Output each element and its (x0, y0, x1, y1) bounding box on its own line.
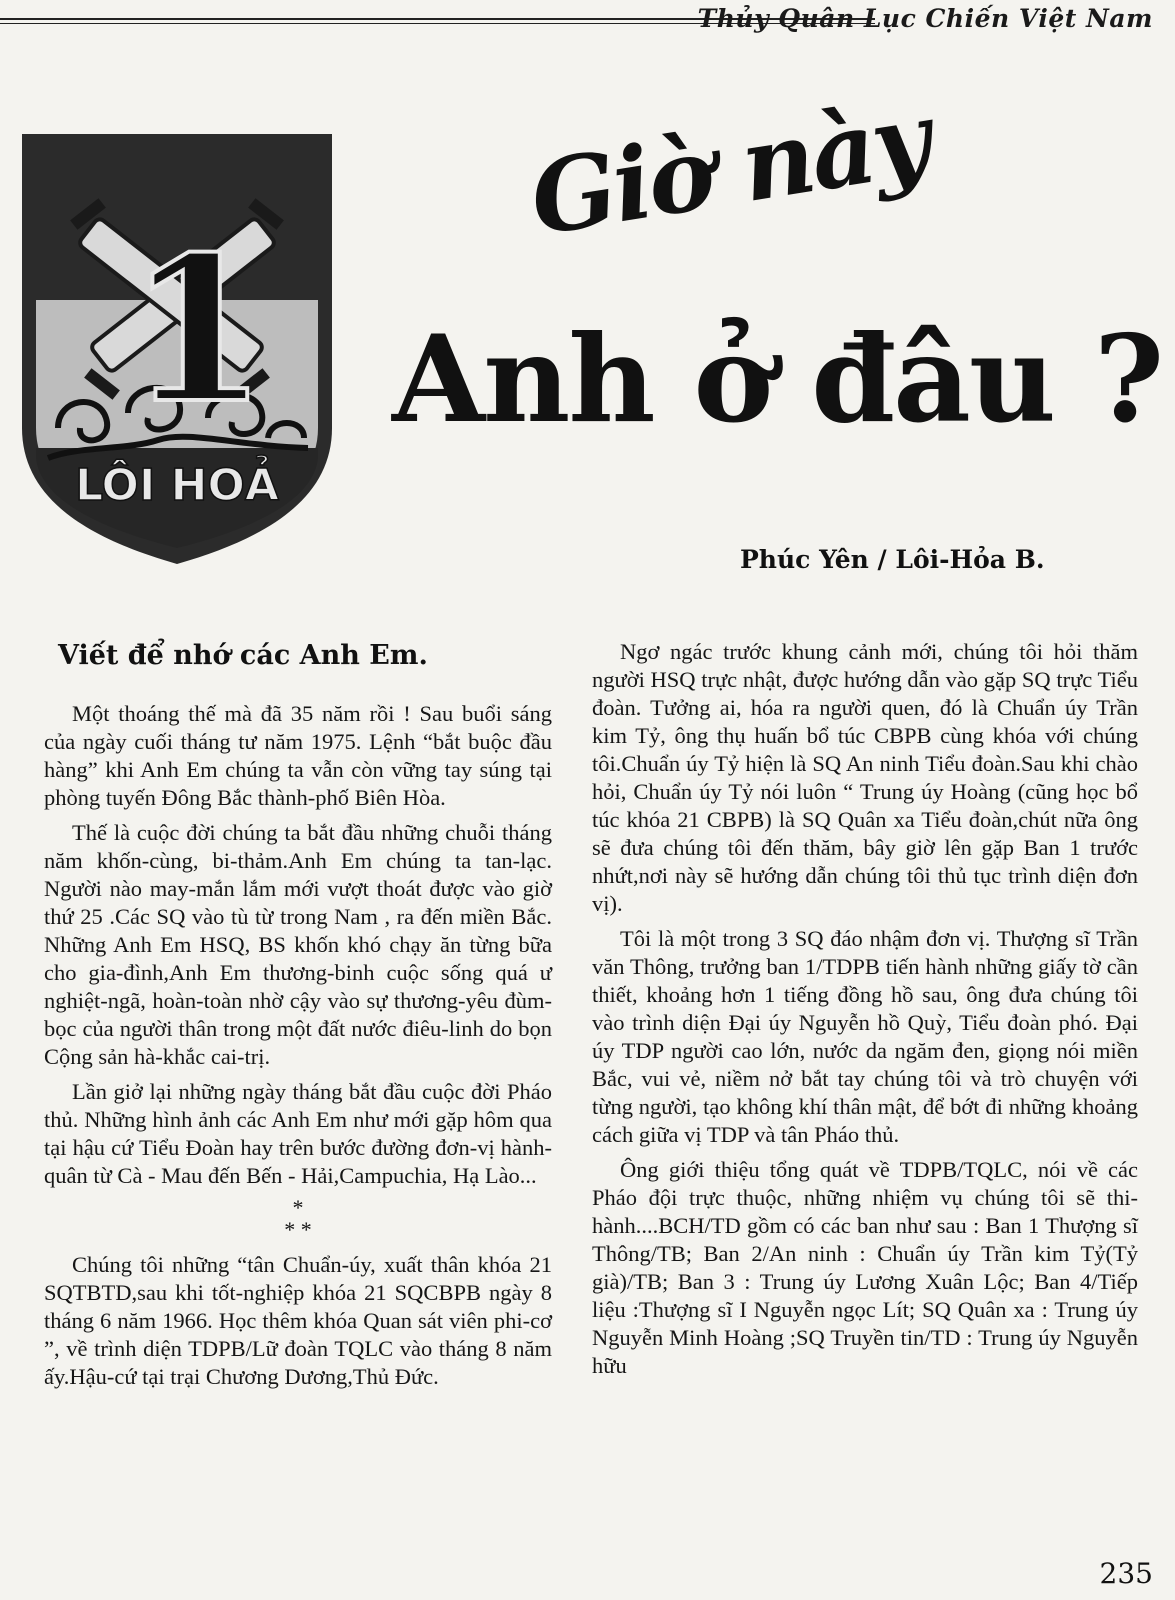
article-title-line2: Anh ở đâu ? (392, 309, 1163, 450)
emblem-label: LÔI HOẢ (75, 460, 279, 511)
loi-hoa-shield-emblem (18, 128, 336, 568)
article-byline: Phúc Yên / Lôi-Hỏa B. (740, 545, 1045, 574)
page-number: 235 (1099, 1557, 1153, 1590)
page-header (0, 0, 1175, 44)
right-paragraph-3: Ông giới thiệu tổng quát về TDPB/TQLC, nói về các Pháo đội trực thuộc, những nhiệm vụ chúng tôi sẽ thi-hành....BCH/TD gồm có các ban như sau : Ban 1 Thượng sĩ Thông/TB; Ban 2/An ninh : Chuẩn úy Trần kim Tỷ(Tỷ già)/TB; Ban 3 : Trung úy Lương Xuân Lộc; Ban 4/Tiếp liệu :Thượng sĩ I Nguyễn ngọc Lít; SQ Quân xa : Trung úy Nguyễn Minh Hoàng ;SQ Truyền tin/TD : Trung úy Nguyễn hữu (592, 1157, 1138, 1378)
emblem-digit: 1 (128, 213, 268, 448)
article-title-line1: Giờ này (522, 79, 936, 259)
asterisk-bottom: * * (284, 1217, 312, 1242)
left-paragraph-3: Lần giở lại những ngày tháng bắt đầu cuộc đời Pháo thủ. Những hình ảnh các Anh Em như mới gặp hôm qua tại hậu cứ Tiểu Đoàn hay trên bước đường đơn-vị hành-quân từ Cà - Mau đến Bến - Hải,Campuchia, Hạ Lào... (44, 1079, 552, 1188)
asterisk-top: * (292, 1195, 304, 1220)
right-column (592, 638, 1138, 1387)
left-paragraph-4: Chúng tôi những “tân Chuẩn-úy, xuất thân khóa 21 SQTBTD,sau khi tốt-nghiệp khóa 21 SQCBPB ngày 8 tháng 6 năm 1966. Học thêm khóa Quan sát viên phi-cơ ”, về trình diện TDPB/Lữ đoàn TQLC vào tháng 8 năm ấy.Hậu-cứ tại trại Chương Dương,Thủ Đức. (44, 1252, 552, 1389)
left-paragraph-1: Một thoáng thế mà đã 35 năm rồi ! Sau buổi sáng của ngày cuối tháng tư năm 1975. Lệnh “bắt buộc đầu hàng” khi Anh Em chúng ta vẫn còn vững tay súng tại phòng tuyến Đông Bắc thành-phố Biên Hòa. (44, 701, 552, 810)
right-paragraph-2: Tôi là một trong 3 SQ đáo nhậm đơn vị. Thượng sĩ Trần văn Thông, trưởng ban 1/TDPB tiến hành những giấy tờ cần thiết, khoảng hơn 1 tiếng đồng hồ sau, ông đưa chúng tôi vào trình diện Đại úy Nguyễn hồ Quỳ, Tiểu đoàn phó. Đại úy TDP người cao lớn, nước da ngăm đen, giọng nói miền Bắc, vui vẻ, niềm nở bắt tay chúng tôi và trò chuyện với từng người, tạo không khí thân mật, để bớt đi những khoảng cách giữa vị TDP và tân Pháo thủ. (592, 926, 1138, 1147)
magazine-title: Thủy Quân Lục Chiến Việt Nam (697, 4, 1153, 33)
section-break (44, 1197, 552, 1241)
left-column (44, 700, 552, 1398)
left-paragraph-2: Thế là cuộc đời chúng ta bắt đầu những chuỗi tháng năm khốn-cùng, bi-thảm.Anh Em chúng ta tan-lạc. Người nào may-mắn lắm mới vượt thoát được vào giờ thứ 25 .Các SQ vào tù từ trong Nam , ra đến miền Bắc. Những Anh Em HSQ, BS khốn khó chạy ăn từng bữa cho gia-đình,Anh Em thương-binh cuộc sống quá ư nghiệt-ngã, hoàn-toàn nhờ cậy vào sự thương-yêu đùm-bọc của người thân trong một đất nước điêu-linh do bọn Cộng sản hà-khắc cai-trị. (44, 820, 552, 1069)
article-subheading: Viết để nhớ các Anh Em. (58, 640, 428, 671)
right-paragraph-1: Ngơ ngác trước khung cảnh mới, chúng tôi hỏi thăm người HSQ trực nhật, được hướng dẫn vào gặp SQ trực Tiểu đoàn. Tưởng ai, hóa ra người quen, đó là Chuẩn úy Trần kim Tỷ, ông thụ huấn bổ túc CBPB cùng khóa với chúng tôi.Chuẩn úy Tỷ hiện là SQ An ninh Tiểu đoàn.Sau khi chào hỏi, Chuẩn úy Tỷ nói luôn “ Trung úy Hoàng (cũng học bổ túc khóa 21 CBPB) là SQ Quân xa Tiểu đoàn,chút nữa ông sẽ đưa chúng tôi đến thăm, bây giờ lên gặp Ban 1 trước nhứt,nơi này sẽ hướng dẫn chúng tôi thủ tục trình diện đơn vị). (592, 639, 1138, 916)
